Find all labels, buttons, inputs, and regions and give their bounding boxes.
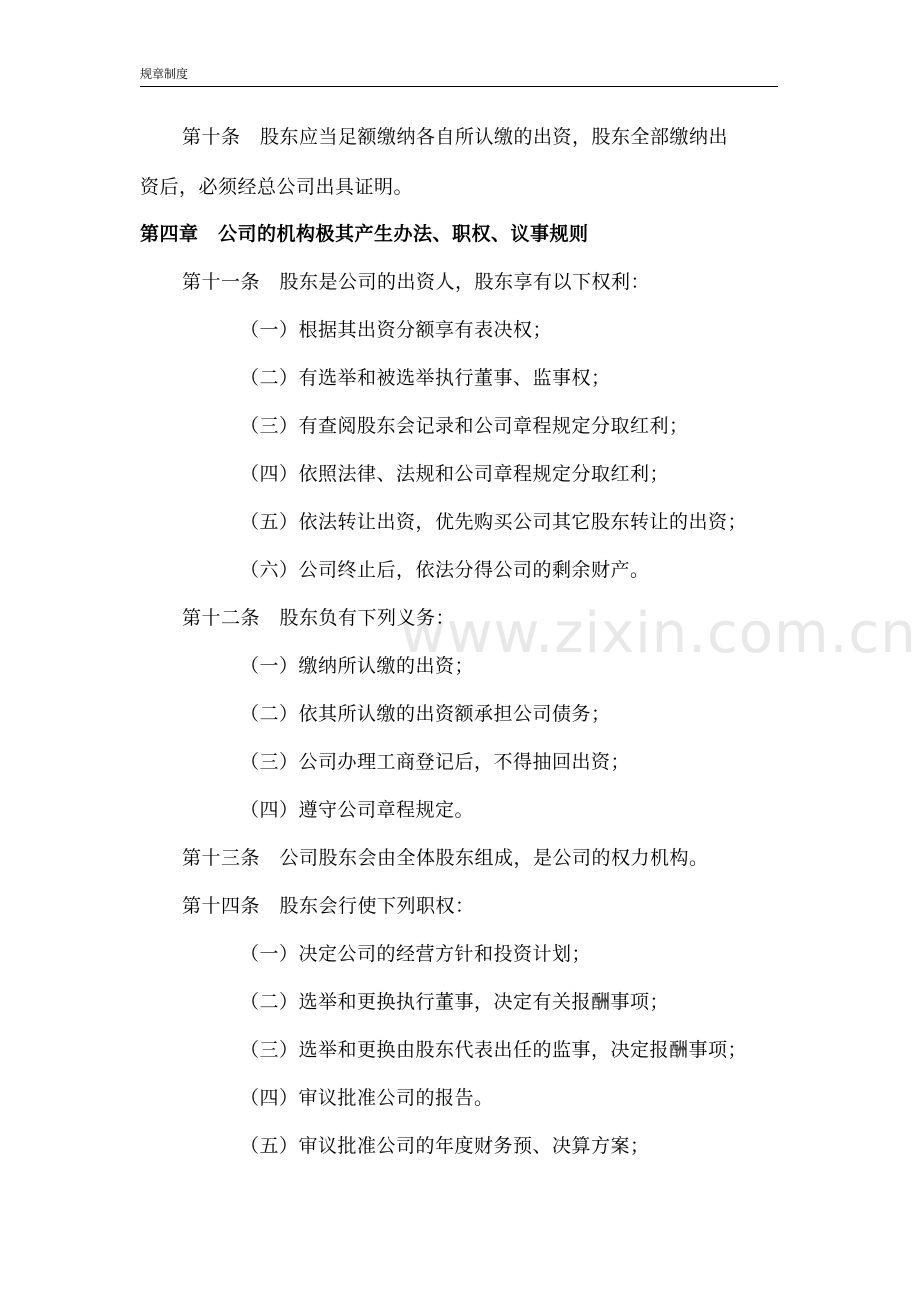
article-12-item-1: （一）缴纳所认缴的出资； — [240, 655, 475, 677]
article-10-line-1: 第十条 股东应当足额缴纳各自所认缴的出资，股东全部缴纳出 — [182, 126, 729, 148]
article-10-line-2: 资后，必须经总公司出具证明。 — [140, 176, 414, 198]
header-title: 规章制度 — [140, 67, 189, 81]
article-12-item-4: （四）遵守公司章程规定。 — [240, 799, 475, 821]
article-11-item-3: （三）有查阅股东会记录和公司章程规定分取红利； — [240, 415, 689, 437]
article-14-item-2: （二）选举和更换执行董事，决定有关报酬事项； — [240, 991, 670, 1013]
article-11-item-2: （二）有选举和被选举执行董事、监事权； — [240, 367, 611, 389]
chapter-4-heading: 第四章 公司的机构极其产生办法、职权、议事规则 — [140, 223, 589, 245]
article-14-item-1: （一）决定公司的经营方针和投资计划； — [240, 943, 592, 965]
page-header — [140, 66, 778, 87]
article-11-item-5: （五）依法转让出资，优先购买公司其它股东转让的出资； — [240, 511, 748, 533]
watermark: www.zixin.com.cn — [400, 601, 917, 666]
article-13: 第十三条 公司股东会由全体股东组成，是公司的权力机构。 — [182, 847, 709, 869]
article-12-item-2: （二）依其所认缴的出资额承担公司债务； — [240, 703, 611, 725]
article-11-item-4: （四）依照法律、法规和公司章程规定分取红利； — [240, 463, 670, 485]
article-14-item-4: （四）审议批准公司的报告。 — [240, 1087, 494, 1109]
article-11: 第十一条 股东是公司的出资人，股东享有以下权利： — [182, 271, 651, 293]
article-11-item-1: （一）根据其出资分额享有表决权； — [240, 319, 553, 341]
article-14-item-5: （五）审议批准公司的年度财务预、决算方案； — [240, 1135, 650, 1157]
article-14-item-3: （三）选举和更换由股东代表出任的监事，决定报酬事项； — [240, 1039, 748, 1061]
article-12-item-3: （三）公司办理工商登记后，不得抽回出资； — [240, 751, 631, 773]
article-12: 第十二条 股东负有下列义务： — [182, 607, 456, 629]
article-11-item-6: （六）公司终止后，依法分得公司的剩余财产。 — [240, 559, 650, 581]
article-14: 第十四条 股东会行使下列职权： — [182, 895, 475, 917]
